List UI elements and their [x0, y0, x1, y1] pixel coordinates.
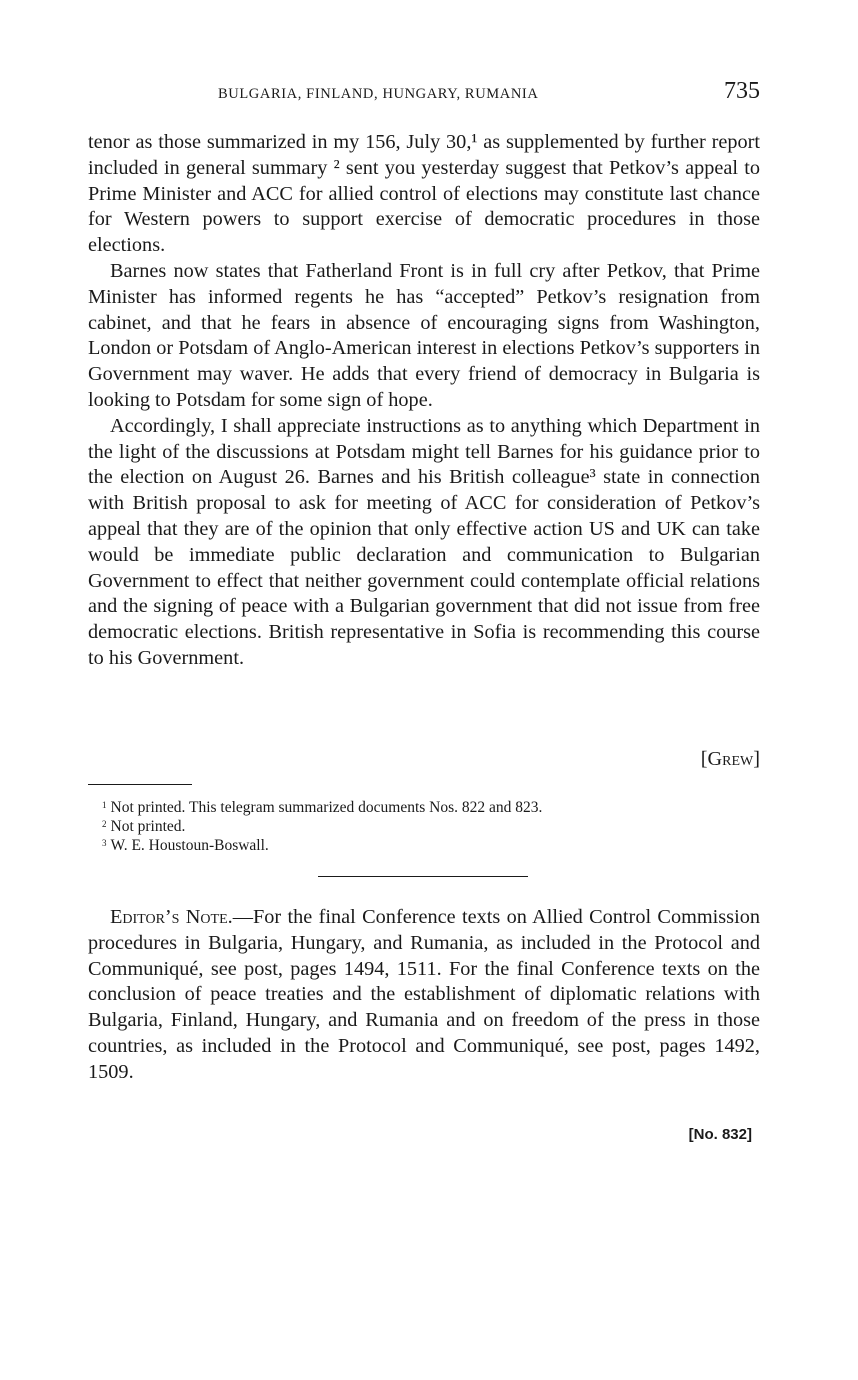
- running-title: BULGARIA, FINLAND, HUNGARY, RUMANIA: [218, 86, 539, 102]
- paragraph-2: Barnes now states that Fatherland Front is in full cry after Petkov, that Prime Minister has informed regents he has “accepted” Petkov’s resignation from cabinet, and that he fears in absence of encouraging signs from Washington, London or Potsdam of Anglo-American interest in elections Petkov’s supporters in Government may waver. He adds that every friend of democracy in Bulgaria is looking to Potsdam for some sign of hope.: [88, 259, 760, 411]
- section-divider: [318, 876, 528, 877]
- footnote-3: [102, 835, 762, 854]
- editors-note-paragraph: [88, 905, 760, 1086]
- footnotes: [102, 797, 762, 854]
- telegram-body: [88, 130, 760, 672]
- footnote-mark: 1: [102, 800, 107, 810]
- footnote-2: [102, 816, 762, 835]
- footnote-text: Not printed.: [110, 818, 186, 835]
- editors-note-text: —For the final Conference texts on Allied Control Commission procedures in Bulgaria, Hungary, and Rumania, as included in the Protocol and Communiqué, see post, pages 1494, 1511. For the final Conference texts on the conclusion of peace treaties and the establishment of diplomatic relations with Bulgaria, Finland, Hungary, and Rumania and on freedom of the press in those countries, as included in the Protocol and Communiqué, see post, pages 1492, 1509.: [88, 906, 760, 1083]
- footnote-text: W. E. Houstoun-Boswall.: [110, 837, 269, 854]
- footnote-mark: 2: [102, 819, 107, 829]
- editors-note-label: Editor’s Note.: [110, 906, 233, 928]
- footnote-1: [102, 797, 762, 816]
- signature: [Grew]: [700, 748, 760, 770]
- paragraph-1: tenor as those summarized in my 156, July 30,¹ as supplemented by further report included in general summary ² sent you yesterday suggest that Petkov’s appeal to Prime Minister and ACC for allied control of elections may constitute last chance for Western powers to support exercise of democratic procedures in those elections.: [88, 131, 760, 257]
- footnote-mark: 3: [102, 838, 107, 848]
- footnote-divider: [88, 784, 192, 785]
- editors-note: [88, 905, 760, 1086]
- footnote-text: Not printed. This telegram summarized documents Nos. 822 and 823.: [110, 799, 543, 816]
- paragraph-3: Accordingly, I shall appreciate instructions as to anything which Department in the light of the discussions at Potsdam might tell Barnes for his guidance prior to the election on August 26. Barnes and his British colleague³ state in connection with British proposal to ask for meeting of ACC for consideration of Petkov’s appeal that they are of the opinion that only effective action US and UK can take would be immediate public declaration and communication to Bulgarian Government to effect that neither government could contemplate official relations and the signing of peace with a Bulgarian government that did not issue from free democratic elections. British representative in Sofia is recommending this course to his Government.: [88, 414, 760, 669]
- page-number: 735: [724, 78, 760, 104]
- document-reference: [No. 832]: [688, 1126, 752, 1143]
